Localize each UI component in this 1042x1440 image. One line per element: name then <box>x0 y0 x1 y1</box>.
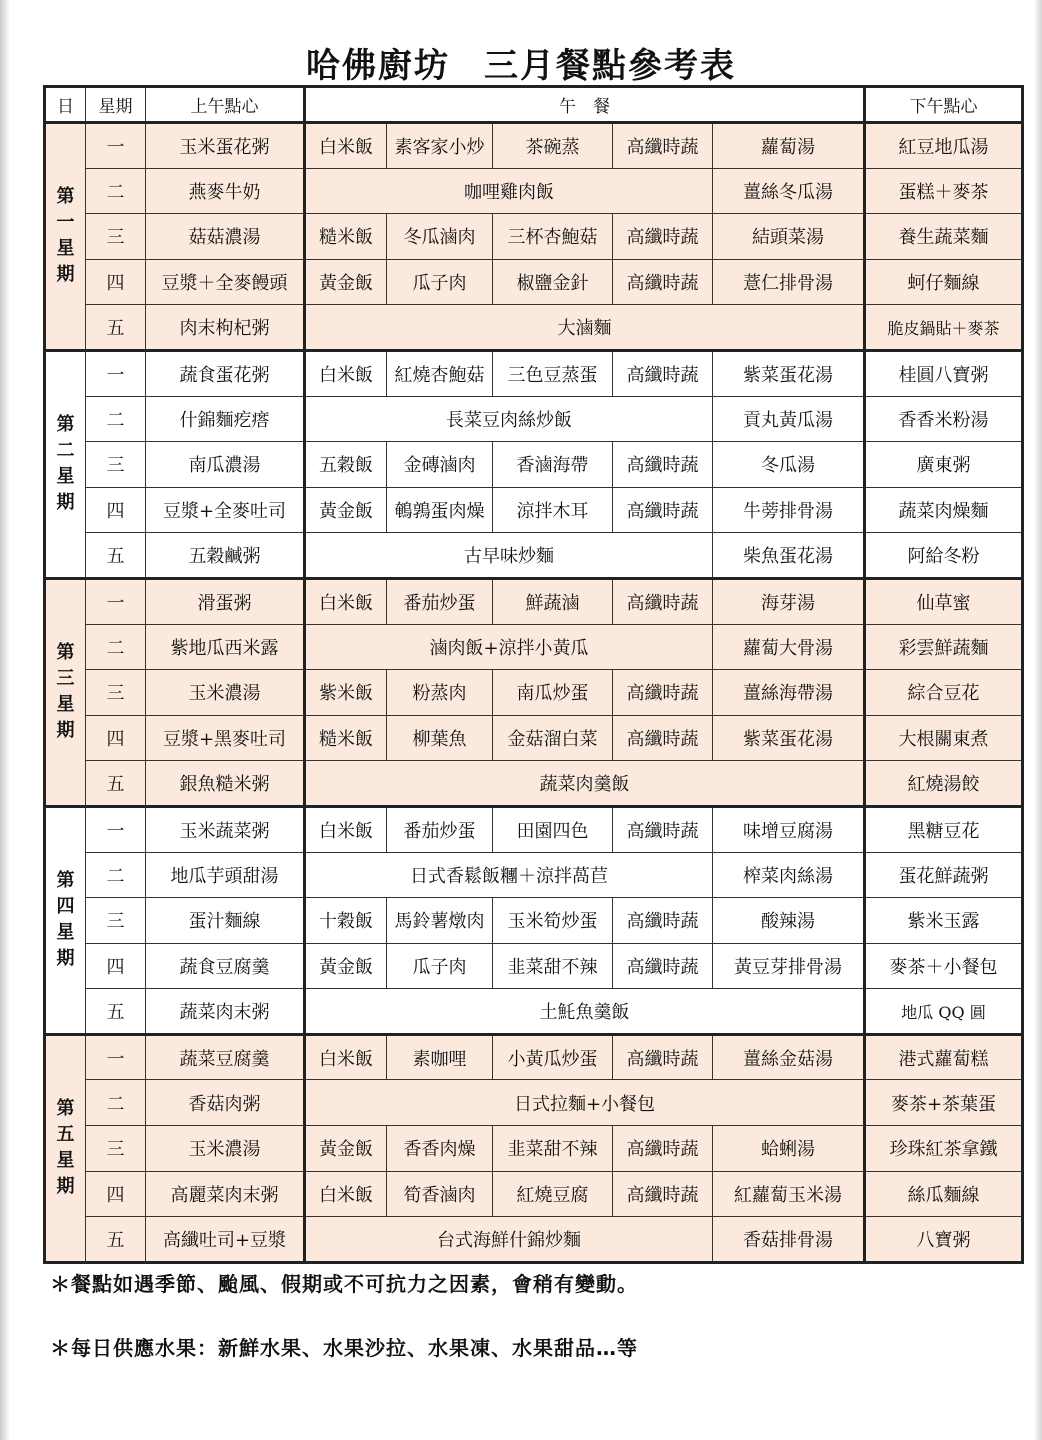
pm-snack-cell: 紅燒湯餃 <box>865 761 1023 807</box>
lunch-dish-cell: 韭菜甜不辣 <box>493 943 613 989</box>
day-cell: 三 <box>86 442 146 488</box>
week-label-char: 四 <box>56 896 75 918</box>
soup-cell: 柴魚蛋花湯 <box>713 533 865 579</box>
lunch-dish-cell: 高纖時蔬 <box>613 1171 713 1217</box>
soup-cell: 薑絲海帶湯 <box>713 670 865 716</box>
table-row <box>45 578 1023 624</box>
soup-cell: 貢丸黃瓜湯 <box>713 396 865 442</box>
lunch-dish-cell: 馬鈴薯燉肉 <box>387 898 493 944</box>
day-cell: 二 <box>86 852 146 898</box>
week-label <box>45 123 86 351</box>
am-snack-cell: 紫地瓜西米露 <box>146 624 305 670</box>
week-label-char: 期 <box>56 492 75 514</box>
page-edge-shadow-right <box>1034 0 1042 1440</box>
day-cell: 四 <box>86 943 146 989</box>
pm-snack-cell: 港式蘿蔔糕 <box>865 1034 1023 1080</box>
pm-snack-cell: 紫米玉露 <box>865 898 1023 944</box>
lunch-dish-cell: 黃金飯 <box>305 943 387 989</box>
soup-cell: 黃豆芽排骨湯 <box>713 943 865 989</box>
week-label-char: 星 <box>56 466 75 488</box>
lunch-dish-cell: 玉米筍炒蛋 <box>493 898 613 944</box>
am-snack-cell: 滑蛋粥 <box>146 578 305 624</box>
note-change: ＊餐點如遇季節、颱風、假期或不可抗力之因素，會稍有變動。 <box>50 1272 638 1296</box>
lunch-dish-cell: 高纖時蔬 <box>613 943 713 989</box>
week-label-char: 第 <box>56 642 75 664</box>
pm-snack-cell: 絲瓜麵線 <box>865 1171 1023 1217</box>
soup-cell: 冬瓜湯 <box>713 442 865 488</box>
lunch-dish-cell: 白米飯 <box>305 1171 387 1217</box>
day-cell: 二 <box>86 1080 146 1126</box>
soup-cell: 味增豆腐湯 <box>713 806 865 852</box>
soup-cell: 海芽湯 <box>713 578 865 624</box>
am-snack-cell: 南瓜濃湯 <box>146 442 305 488</box>
lunch-dish-cell: 十穀飯 <box>305 898 387 944</box>
day-cell: 四 <box>86 715 146 761</box>
am-snack-cell: 肉末枸杞粥 <box>146 305 305 351</box>
header-lunch: 午 餐 <box>305 87 865 123</box>
lunch-dish-cell: 番茄炒蛋 <box>387 578 493 624</box>
lunch-merged-cell: 滷肉飯+涼拌小黃瓜 <box>305 624 713 670</box>
page-title <box>0 38 1042 87</box>
lunch-dish-cell: 高纖時蔬 <box>613 898 713 944</box>
lunch-dish-cell: 高纖時蔬 <box>613 350 713 396</box>
lunch-all-cell: 日式拉麵+小餐包 <box>305 1080 865 1126</box>
am-snack-cell: 蔬菜肉末粥 <box>146 989 305 1035</box>
am-snack-cell: 菇菇濃湯 <box>146 214 305 260</box>
week-label-char: 一 <box>56 212 75 234</box>
lunch-dish-cell: 高纖時蔬 <box>613 487 713 533</box>
table-row <box>45 168 1023 214</box>
pm-snack-cell: 蛋糕＋麥茶 <box>865 168 1023 214</box>
soup-cell: 牛蒡排骨湯 <box>713 487 865 533</box>
week-label-char: 期 <box>56 948 75 970</box>
pm-snack-cell: 脆皮鍋貼＋麥茶 <box>865 305 1023 351</box>
lunch-merged-cell: 日式香鬆飯糰＋涼拌萵苣 <box>305 852 713 898</box>
day-cell: 三 <box>86 670 146 716</box>
day-cell: 四 <box>86 259 146 305</box>
lunch-dish-cell: 紅燒杏鮑菇 <box>387 350 493 396</box>
table-row <box>45 123 1023 169</box>
am-snack-cell: 銀魚糙米粥 <box>146 761 305 807</box>
lunch-dish-cell: 素客家小炒 <box>387 123 493 169</box>
am-snack-cell: 玉米濃湯 <box>146 670 305 716</box>
week-label-char: 第 <box>56 414 75 436</box>
day-cell: 四 <box>86 487 146 533</box>
pm-snack-cell: 麥茶＋小餐包 <box>865 943 1023 989</box>
lunch-dish-cell: 冬瓜滷肉 <box>387 214 493 260</box>
week-label-char: 星 <box>56 922 75 944</box>
am-snack-cell: 玉米蛋花粥 <box>146 123 305 169</box>
week-label-char: 五 <box>56 1124 75 1146</box>
soup-cell: 榨菜肉絲湯 <box>713 852 865 898</box>
lunch-merged-cell: 台式海鮮什錦炒麵 <box>305 1217 713 1263</box>
week-label-char: 星 <box>56 238 75 260</box>
table-row <box>45 989 1023 1035</box>
lunch-merged-cell: 長菜豆肉絲炒飯 <box>305 396 713 442</box>
pm-snack-cell: 地瓜 QQ 圓 <box>865 989 1023 1035</box>
week-label-char: 星 <box>56 694 75 716</box>
lunch-dish-cell: 高纖時蔬 <box>613 214 713 260</box>
lunch-dish-cell: 白米飯 <box>305 350 387 396</box>
day-cell: 五 <box>86 533 146 579</box>
pm-snack-cell: 黑糖豆花 <box>865 806 1023 852</box>
pm-snack-cell: 蚵仔麵線 <box>865 259 1023 305</box>
lunch-dish-cell: 田園四色 <box>493 806 613 852</box>
soup-cell: 香菇排骨湯 <box>713 1217 865 1263</box>
day-cell: 四 <box>86 1171 146 1217</box>
day-cell: 五 <box>86 305 146 351</box>
table-row <box>45 1034 1023 1080</box>
day-cell: 三 <box>86 214 146 260</box>
title-part-2: 三月餐點參考表 <box>484 46 736 86</box>
table-row <box>45 487 1023 533</box>
day-cell: 一 <box>86 1034 146 1080</box>
lunch-dish-cell: 瓜子肉 <box>387 259 493 305</box>
pm-snack-cell: 廣東粥 <box>865 442 1023 488</box>
lunch-dish-cell: 紅燒豆腐 <box>493 1171 613 1217</box>
day-cell: 一 <box>86 123 146 169</box>
lunch-dish-cell: 高纖時蔬 <box>613 670 713 716</box>
lunch-dish-cell: 鮮蔬滷 <box>493 578 613 624</box>
lunch-dish-cell: 香滷海帶 <box>493 442 613 488</box>
lunch-dish-cell: 粉蒸肉 <box>387 670 493 716</box>
lunch-dish-cell: 白米飯 <box>305 1034 387 1080</box>
table-row <box>45 1080 1023 1126</box>
lunch-dish-cell: 糙米飯 <box>305 214 387 260</box>
week-label-char: 期 <box>56 264 75 286</box>
am-snack-cell: 高纖吐司+豆漿 <box>146 1217 305 1263</box>
week-label-char: 第 <box>56 1098 75 1120</box>
week-label <box>45 350 86 578</box>
soup-cell: 紫菜蛋花湯 <box>713 715 865 761</box>
am-snack-cell: 蔬食豆腐羹 <box>146 943 305 989</box>
lunch-dish-cell: 高纖時蔬 <box>613 578 713 624</box>
lunch-dish-cell: 香香肉燥 <box>387 1126 493 1172</box>
table-row <box>45 350 1023 396</box>
pm-snack-cell: 蔬菜肉燥麵 <box>865 487 1023 533</box>
soup-cell: 薑絲金菇湯 <box>713 1034 865 1080</box>
lunch-dish-cell: 白米飯 <box>305 123 387 169</box>
pm-snack-cell: 八寶粥 <box>865 1217 1023 1263</box>
week-label-char: 期 <box>56 720 75 742</box>
day-cell: 二 <box>86 624 146 670</box>
day-cell: 五 <box>86 989 146 1035</box>
pm-snack-cell: 珍珠紅茶拿鐵 <box>865 1126 1023 1172</box>
table-row <box>45 806 1023 852</box>
am-snack-cell: 五穀鹹粥 <box>146 533 305 579</box>
lunch-dish-cell: 白米飯 <box>305 578 387 624</box>
day-cell: 五 <box>86 1217 146 1263</box>
header-am-snack: 上午點心 <box>146 87 305 123</box>
pm-snack-cell: 彩雲鮮蔬麵 <box>865 624 1023 670</box>
lunch-dish-cell: 高纖時蔬 <box>613 123 713 169</box>
week-label-char: 期 <box>56 1176 75 1198</box>
table-row <box>45 442 1023 488</box>
pm-snack-cell: 桂圓八寶粥 <box>865 350 1023 396</box>
day-cell: 一 <box>86 578 146 624</box>
am-snack-cell: 豆漿+全麥吐司 <box>146 487 305 533</box>
am-snack-cell: 蛋汁麵線 <box>146 898 305 944</box>
lunch-dish-cell: 三杯杏鮑菇 <box>493 214 613 260</box>
lunch-all-cell: 大滷麵 <box>305 305 865 351</box>
soup-cell: 酸辣湯 <box>713 898 865 944</box>
week-label-char: 二 <box>56 440 75 462</box>
lunch-dish-cell: 黃金飯 <box>305 259 387 305</box>
lunch-merged-cell: 咖哩雞肉飯 <box>305 168 713 214</box>
week-label <box>45 806 86 1034</box>
lunch-dish-cell: 小黃瓜炒蛋 <box>493 1034 613 1080</box>
pm-snack-cell: 香香米粉湯 <box>865 396 1023 442</box>
lunch-dish-cell: 筍香滷肉 <box>387 1171 493 1217</box>
pm-snack-cell: 大根關東煮 <box>865 715 1023 761</box>
lunch-dish-cell: 高纖時蔬 <box>613 1126 713 1172</box>
table-row <box>45 305 1023 351</box>
soup-cell: 結頭菜湯 <box>713 214 865 260</box>
lunch-dish-cell: 南瓜炒蛋 <box>493 670 613 716</box>
lunch-dish-cell: 高纖時蔬 <box>613 806 713 852</box>
day-cell: 二 <box>86 396 146 442</box>
am-snack-cell: 蔬菜豆腐羹 <box>146 1034 305 1080</box>
day-cell: 三 <box>86 1126 146 1172</box>
pm-snack-cell: 仙草蜜 <box>865 578 1023 624</box>
table-row <box>45 715 1023 761</box>
lunch-dish-cell: 番茄炒蛋 <box>387 806 493 852</box>
day-cell: 一 <box>86 806 146 852</box>
menu-body <box>45 123 1023 1263</box>
table-row <box>45 214 1023 260</box>
soup-cell: 蘿蔔大骨湯 <box>713 624 865 670</box>
table-row <box>45 1126 1023 1172</box>
menu-table <box>43 85 1024 1264</box>
week-label-char: 第 <box>56 186 75 208</box>
soup-cell: 蘿蔔湯 <box>713 123 865 169</box>
lunch-dish-cell: 紫米飯 <box>305 670 387 716</box>
week-label <box>45 1034 86 1262</box>
day-cell: 二 <box>86 168 146 214</box>
am-snack-cell: 玉米蔬菜粥 <box>146 806 305 852</box>
table-row <box>45 943 1023 989</box>
lunch-dish-cell: 涼拌木耳 <box>493 487 613 533</box>
table-row <box>45 624 1023 670</box>
lunch-dish-cell: 柳葉魚 <box>387 715 493 761</box>
lunch-dish-cell: 茶碗蒸 <box>493 123 613 169</box>
soup-cell: 薏仁排骨湯 <box>713 259 865 305</box>
am-snack-cell: 地瓜芋頭甜湯 <box>146 852 305 898</box>
table-row <box>45 259 1023 305</box>
week-label <box>45 578 86 806</box>
lunch-dish-cell: 金菇溜白菜 <box>493 715 613 761</box>
table-row <box>45 1171 1023 1217</box>
soup-cell: 紫菜蛋花湯 <box>713 350 865 396</box>
lunch-dish-cell: 三色豆蒸蛋 <box>493 350 613 396</box>
table-row <box>45 1217 1023 1263</box>
soup-cell: 紅蘿蔔玉米湯 <box>713 1171 865 1217</box>
soup-cell: 薑絲冬瓜湯 <box>713 168 865 214</box>
lunch-dish-cell: 白米飯 <box>305 806 387 852</box>
pm-snack-cell: 綜合豆花 <box>865 670 1023 716</box>
am-snack-cell: 香菇肉粥 <box>146 1080 305 1126</box>
lunch-dish-cell: 素咖哩 <box>387 1034 493 1080</box>
page-edge-shadow <box>0 0 10 1440</box>
day-cell: 一 <box>86 350 146 396</box>
lunch-all-cell: 蔬菜肉羹飯 <box>305 761 865 807</box>
am-snack-cell: 豆漿＋全麥饅頭 <box>146 259 305 305</box>
lunch-dish-cell: 韭菜甜不辣 <box>493 1126 613 1172</box>
am-snack-cell: 豆漿+黑麥吐司 <box>146 715 305 761</box>
am-snack-cell: 什錦麵疙瘩 <box>146 396 305 442</box>
week-label-char: 三 <box>56 668 75 690</box>
lunch-dish-cell: 五穀飯 <box>305 442 387 488</box>
lunch-dish-cell: 黃金飯 <box>305 1126 387 1172</box>
lunch-dish-cell: 椒鹽金針 <box>493 259 613 305</box>
lunch-dish-cell: 高纖時蔬 <box>613 715 713 761</box>
am-snack-cell: 高麗菜肉末粥 <box>146 1171 305 1217</box>
header-day: 星期 <box>86 87 146 123</box>
lunch-dish-cell: 高纖時蔬 <box>613 442 713 488</box>
lunch-dish-cell: 高纖時蔬 <box>613 1034 713 1080</box>
pm-snack-cell: 阿給冬粉 <box>865 533 1023 579</box>
lunch-dish-cell: 瓜子肉 <box>387 943 493 989</box>
lunch-dish-cell: 糙米飯 <box>305 715 387 761</box>
am-snack-cell: 玉米濃湯 <box>146 1126 305 1172</box>
pm-snack-cell: 麥茶+茶葉蛋 <box>865 1080 1023 1126</box>
lunch-dish-cell: 鵪鶉蛋肉燥 <box>387 487 493 533</box>
am-snack-cell: 蔬食蛋花粥 <box>146 350 305 396</box>
lunch-dish-cell: 金磚滷肉 <box>387 442 493 488</box>
week-label-char: 星 <box>56 1150 75 1172</box>
pm-snack-cell: 紅豆地瓜湯 <box>865 123 1023 169</box>
week-label-char: 第 <box>56 870 75 892</box>
lunch-all-cell: 土魠魚羹飯 <box>305 989 865 1035</box>
pm-snack-cell: 養生蔬菜麵 <box>865 214 1023 260</box>
day-cell: 五 <box>86 761 146 807</box>
lunch-dish-cell: 高纖時蔬 <box>613 259 713 305</box>
soup-cell: 蛤蜊湯 <box>713 1126 865 1172</box>
note-fruit: ＊每日供應水果：新鮮水果、水果沙拉、水果凍、水果甜品…等 <box>50 1336 638 1360</box>
table-row <box>45 852 1023 898</box>
day-cell: 三 <box>86 898 146 944</box>
title-part-1: 哈佛廚坊 <box>306 46 450 86</box>
table-row <box>45 898 1023 944</box>
table-row <box>45 670 1023 716</box>
lunch-merged-cell: 古早味炒麵 <box>305 533 713 579</box>
lunch-dish-cell: 黃金飯 <box>305 487 387 533</box>
header-pm-snack: 下午點心 <box>865 87 1023 123</box>
table-row <box>45 761 1023 807</box>
table-row <box>45 396 1023 442</box>
header-week: 日 <box>45 87 86 123</box>
table-row <box>45 533 1023 579</box>
pm-snack-cell: 蛋花鮮蔬粥 <box>865 852 1023 898</box>
am-snack-cell: 燕麥牛奶 <box>146 168 305 214</box>
